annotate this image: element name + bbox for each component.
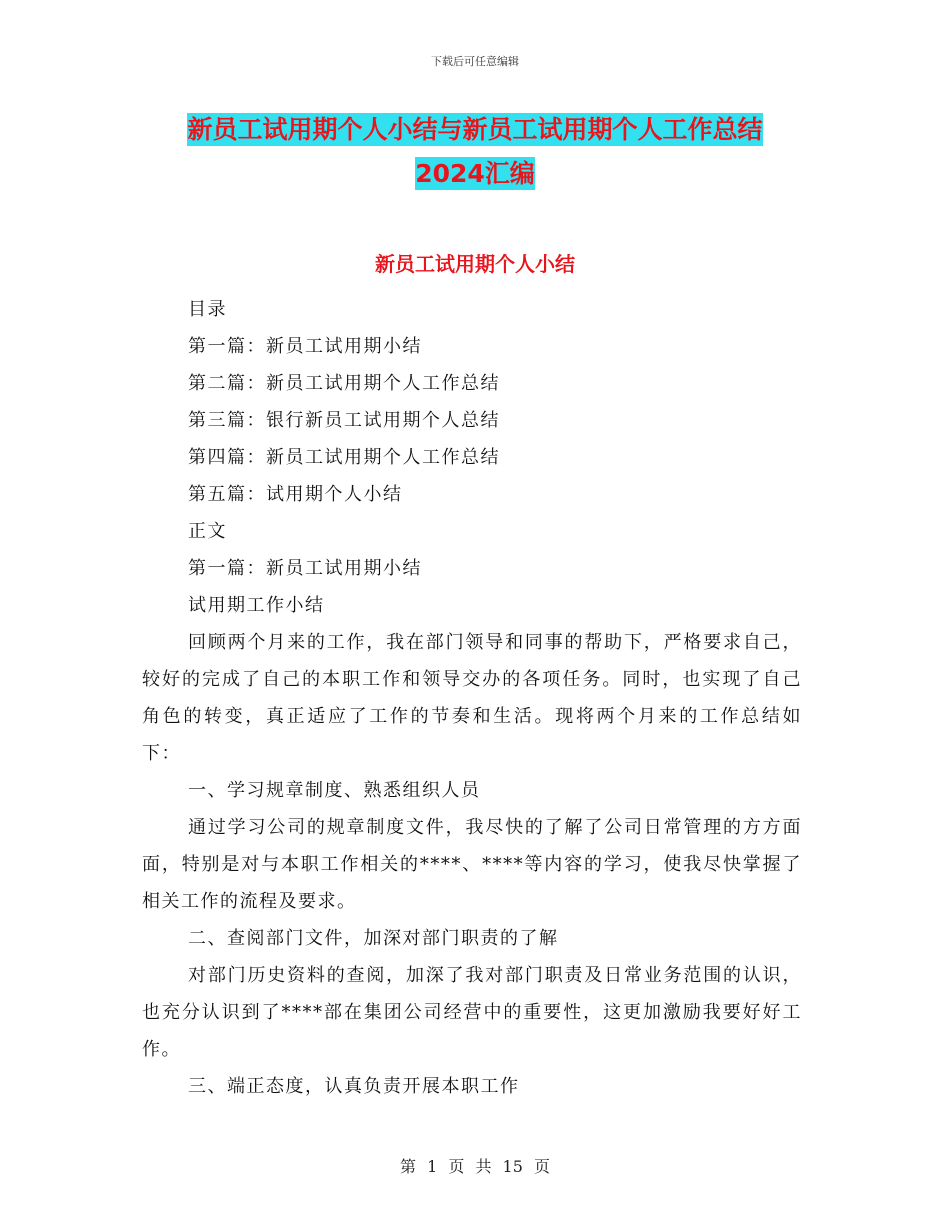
intro-paragraph: 回顾两个月来的工作，我在部门领导和同事的帮助下，严格要求自己，较好的完成了自己的本职工作和领导交办的各项任务。同时，也实现了自己角色的转变，真正适应了工作的节奏和生活。现将两个月来的工作总结如下： (142, 632, 802, 764)
document-title-line2: 2024汇编 (415, 159, 535, 188)
point2-title: 二、查阅部门文件，加深对部门职责的了解 (188, 928, 559, 949)
toc-item: 第三篇：银行新员工试用期个人总结 (188, 410, 500, 431)
chapter-title: 第一篇：新员工试用期小结 (188, 558, 422, 579)
point2-paragraph: 对部门历史资料的查阅，加深了我对部门职责及日常业务范围的认识，也充分认识到了****部在集团公司经营中的重要性，这更加激励我要好好工作。 (142, 965, 802, 1060)
section-title: 试用期工作小结 (188, 595, 325, 616)
body-heading: 正文 (188, 521, 227, 542)
point3-title: 三、端正态度，认真负责开展本职工作 (188, 1076, 520, 1097)
document-title-line1: 新员工试用期个人小结与新员工试用期个人工作总结 (187, 115, 763, 144)
toc-item: 第二篇：新员工试用期个人工作总结 (188, 373, 500, 394)
toc-heading: 目录 (188, 299, 227, 320)
page-footer: 第 1 页 共 15 页 (400, 1157, 550, 1176)
point1-title: 一、学习规章制度、熟悉组织人员 (188, 780, 481, 801)
toc-item: 第一篇：新员工试用期小结 (188, 336, 422, 357)
document-subtitle: 新员工试用期个人小结 (375, 252, 575, 276)
point1-paragraph: 通过学习公司的规章制度文件，我尽快的了解了公司日常管理的方方面面，特别是对与本职工作相关的****、****等内容的学习，使我尽快掌握了相关工作的流程及要求。 (142, 817, 802, 912)
document-body (142, 291, 802, 1105)
toc-item: 第五篇：试用期个人小结 (188, 484, 403, 505)
document-title (0, 108, 950, 196)
download-note: 下载后可任意编辑 (431, 55, 519, 68)
toc-item: 第四篇：新员工试用期个人工作总结 (188, 447, 500, 468)
